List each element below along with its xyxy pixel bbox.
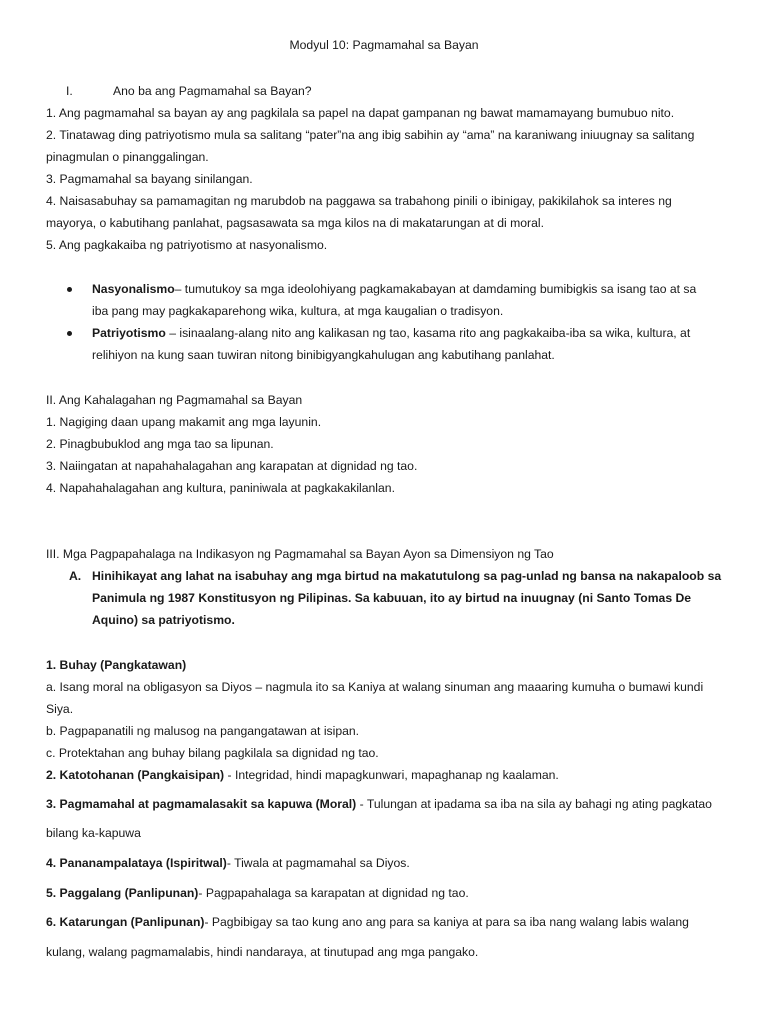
buhay-item: a. Isang moral na obligasyon sa Diyos – nagmula ito sa Kaniya at walang sinuman ang maaaring kumuha o bumawi kundi: [46, 680, 704, 694]
bullet-continuation: relihiyon na kung saan tuwiran nitong binibigyangkahulugan ang kabutihang panlahat.: [92, 348, 555, 362]
section-1-title: Ano ba ang Pagmamahal sa Bayan?: [113, 84, 312, 98]
value-katarungan: [46, 915, 689, 929]
section-3-a-letter: A.: [69, 569, 82, 583]
bullet-term: Patriyotismo: [92, 326, 166, 340]
bullet-definition: – isinaalang-alang nito ang kalikasan ng tao, kasama rito ang pagkakaiba-iba sa wika, kultura, at: [165, 326, 691, 340]
bullet-icon: [67, 287, 72, 292]
bullet-patriyotismo: [92, 326, 690, 340]
section-2-item: 2. Pinagbubuklod ang mga tao sa lipunan.: [46, 437, 274, 451]
section-2-heading: II. Ang Kahalagahan ng Pagmamahal sa Bayan: [46, 393, 303, 407]
value-paggalang: [46, 886, 469, 900]
section-2-item: 3. Naiingatan at napahahalagahan ang karapatan at dignidad ng tao.: [46, 459, 418, 473]
section-1-item: pinagmulan o pinanggalingan.: [46, 150, 209, 164]
bullet-icon: [67, 331, 72, 336]
page-title: Modyul 10: Pagmamahal sa Bayan: [289, 38, 479, 52]
section-1-item: 1. Ang pagmamahal sa bayan ay ang pagkilala sa papel na dapat gampanan ng bawat mamamayang bumubuo nito.: [46, 106, 675, 120]
value-label: 4. Pananampalataya (Ispiritwal): [46, 856, 227, 870]
value-pagmamahal: [46, 797, 712, 811]
section-3-a-text: Panimula ng 1987 Konstitusyon ng Pilipinas. Sa kabuuan, ito ay birtud na inuugnay (ni Santo Tomas De: [92, 591, 692, 605]
value-continuation: bilang ka-kapuwa: [46, 826, 141, 840]
buhay-item: Siya.: [46, 702, 74, 716]
value-description: - Pagpapahalaga sa karapatan at dignidad ng tao.: [198, 886, 469, 900]
section-1-item: 5. Ang pagkakaiba ng patriyotismo at nasyonalismo.: [46, 238, 328, 252]
value-label: 2. Katotohanan (Pangkaisipan): [46, 768, 225, 782]
section-1-item: 2. Tinatawag ding patriyotismo mula sa salitang “pater”na ang ibig sabihin ay “ama” na karaniwang iniuugnay sa salitang: [46, 128, 695, 142]
section-2-item: 1. Nagiging daan upang makamit ang mga layunin.: [46, 415, 322, 429]
bullet-definition: – tumutukoy sa mga ideolohiyang pagkamakabayan at damdaming bumibigkis sa isang tao at sa: [174, 282, 697, 296]
bullet-term: Nasyonalismo: [92, 282, 175, 296]
value-label: 6. Katarungan (Panlipunan): [46, 915, 205, 929]
value-description: - Pagbibigay sa tao kung ano ang para sa kaniya at para sa iba nang walang labis walang: [204, 915, 689, 929]
section-3-a-text: Aquino) sa patriyotismo.: [92, 613, 235, 627]
section-2-item: 4. Napahahalagahan ang kultura, paniniwala at pagkakakilanlan.: [46, 481, 395, 495]
buhay-item: c. Protektahan ang buhay bilang pagkilala sa dignidad ng tao.: [46, 746, 379, 760]
section-1-item: 4. Naisasabuhay sa pamamagitan ng marubdob na paggawa sa trabahong pinili o ibinigay, pakikilahok sa interes ng: [46, 194, 672, 208]
value-label: 5. Paggalang (Panlipunan): [46, 886, 199, 900]
bullet-nasyonalismo: [92, 282, 696, 296]
value-description: - Tulungan at ipadama sa iba na sila ay bahagi ng ating pagkatao: [356, 797, 712, 811]
value-description: - Tiwala at pagmamahal sa Diyos.: [226, 856, 410, 870]
value-pananampalataya: [46, 856, 410, 870]
section-1-numeral: I.: [66, 84, 73, 98]
section-3-a-text: Hinihikayat ang lahat na isabuhay ang mga birtud na makatutulong sa pag-unlad ng bansa na nakapaloob sa: [92, 569, 722, 583]
value-description: - Integridad, hindi mapagkunwari, mapaghanap ng kaalaman.: [224, 768, 559, 782]
buhay-item: b. Pagpapanatili ng malusog na pangangatawan at isipan.: [46, 724, 360, 738]
bullet-continuation: iba pang may pagkakaparehong wika, kultura, at mga kaugalian o tradisyon.: [92, 304, 504, 318]
section-3-heading: III. Mga Pagpapahalaga na Indikasyon ng Pagmamahal sa Bayan Ayon sa Dimensiyon ng Tao: [46, 547, 554, 561]
section-1-item: mayorya, o kabutihang panlahat, pagsasawata sa mga kilos na di makatarungan at di moral.: [46, 216, 544, 230]
value-continuation: kulang, walang pagmamalabis, hindi nandaraya, at tinutupad ang mga pangako.: [46, 945, 479, 959]
value-label: 3. Pagmamahal at pagmamalasakit sa kapuwa (Moral): [46, 797, 357, 811]
buhay-heading: 1. Buhay (Pangkatawan): [46, 658, 187, 672]
value-katotohanan: [46, 768, 559, 782]
section-1-item: 3. Pagmamahal sa bayang sinilangan.: [46, 172, 253, 186]
